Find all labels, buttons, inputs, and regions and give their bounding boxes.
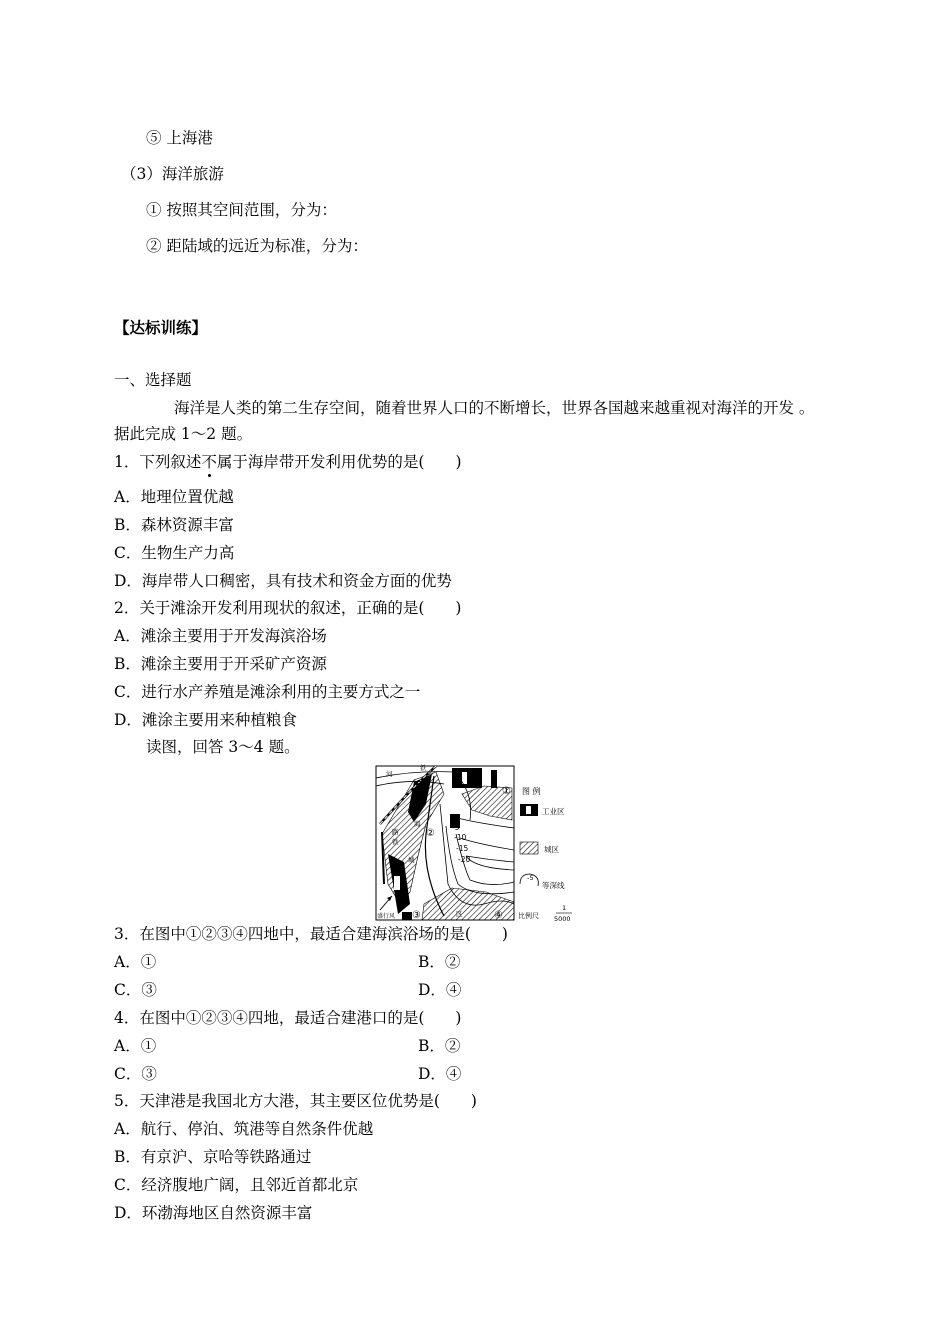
- question-4-option-c: C．③: [114, 1065, 157, 1083]
- question-1-option-c: C．生物生产力高: [114, 544, 235, 562]
- depth-label: -15: [456, 844, 469, 853]
- legend-title: 图 例: [522, 787, 541, 796]
- question-4-option-b: B．②: [418, 1037, 461, 1055]
- question-2-stem: 2．关于滩涂开发利用现状的叙述，正确的是( ): [114, 599, 462, 617]
- question-2-option-d: D．滩涂主要用来种植粮食: [114, 711, 297, 729]
- depth-label: -10: [454, 833, 467, 842]
- legend-isobath-value: -5: [527, 874, 534, 882]
- scale-label: 比例尺: [518, 912, 539, 920]
- question-4-option-d: D．④: [418, 1065, 462, 1083]
- legend-urban-swatch: [520, 842, 538, 854]
- question-3-option-d: D．④: [418, 981, 462, 999]
- question-4-option-a: A．①: [114, 1037, 157, 1055]
- question-5-option-d: D．环渤海地区自然资源丰富: [114, 1204, 313, 1222]
- coastal-map-figure: [374, 764, 586, 926]
- question-5-option-b: B．有京沪、京哈等铁路通过: [114, 1148, 312, 1166]
- question-1-stem: [114, 452, 462, 472]
- part-heading: 一、选择题: [114, 371, 192, 389]
- outline-sub-2: ② 距陆域的远近为标准，分为：: [146, 237, 368, 255]
- scale-denominator: 5000: [554, 915, 571, 923]
- area-label: 海: [414, 820, 421, 828]
- railway-label: 路: [392, 828, 399, 836]
- legend-industrial-label: 工业区: [542, 807, 565, 816]
- question-2-option-a: A．滩涂主要用于开发海滨浴场: [114, 627, 327, 645]
- question-1-option-b: B．森林资源丰富: [114, 516, 234, 534]
- wind-label: 盛行风: [377, 913, 396, 920]
- question-1-option-a: A．地理位置优越: [114, 488, 234, 506]
- question-3-option-a: A．①: [114, 953, 157, 971]
- marker-3: ③: [412, 910, 421, 921]
- depth-label: -20: [458, 855, 471, 864]
- marker-4: ④: [494, 910, 503, 921]
- area-label: 城: [408, 856, 415, 864]
- industrial-block-2: [491, 770, 497, 788]
- question-5-stem: 5．天津港是我国北方大港，其主要区位优势是( ): [114, 1092, 477, 1110]
- question-3-option-b: B．②: [418, 953, 461, 971]
- railway-label: 铁: [420, 764, 427, 772]
- marker-2: ②: [426, 828, 435, 839]
- outline-sub-1: ① 按照其空间范围，分为：: [146, 201, 337, 219]
- question-3-option-c: C．③: [114, 981, 157, 999]
- legend-urban-label: 城区: [544, 845, 559, 854]
- question-4-stem: 4．在图中①②③④四地，最适合建港口的是( ): [114, 1009, 462, 1027]
- marker-1: ①: [502, 786, 511, 797]
- outline-item-5: ⑤ 上海港: [146, 129, 213, 147]
- legend-isobath-label: 等深线: [542, 881, 565, 890]
- intro-line-2: 据此完成 1～2 题。: [114, 425, 253, 443]
- railway-label: 铁: [392, 838, 399, 846]
- question-3-stem: 3．在图中①②③④四地中，最适合建海滨浴场的是( ): [114, 925, 508, 943]
- question-1-stem-post: 属于海岸带开发利用优势的是( ): [216, 453, 462, 471]
- area-label: 区: [456, 910, 463, 918]
- emphasis-char: 不: [201, 453, 217, 471]
- question-1-option-d: D．海岸带人口稠密，具有技术和资金方面的优势: [114, 572, 452, 590]
- question-5-option-c: C．经济腹地广阔，且邻近首都北京: [114, 1176, 359, 1194]
- question-2-option-b: B．滩涂主要用于开采矿产资源: [114, 655, 327, 673]
- scale-numerator: 1: [562, 904, 567, 912]
- training-heading: 【达标训练】: [114, 319, 208, 337]
- map-intro: 读图，回答 3～4 题。: [146, 738, 300, 756]
- intro-line-1: 海洋是人类的第二生存空间，随着世界人口的不断增长，世界各国越来越重视对海洋的开发 。: [174, 399, 815, 417]
- industrial-block-5: [402, 912, 412, 920]
- river-label: 河: [386, 770, 393, 778]
- question-2-option-c: C．进行水产养殖是滩涂利用的主要方式之一: [114, 683, 421, 701]
- section-heading-3: （3）海洋旅游: [121, 165, 224, 183]
- depth-label: -5: [452, 823, 460, 832]
- question-1-stem-pre: 1．下列叙述: [114, 453, 202, 471]
- question-5-option-a: A．航行、停泊、筑港等自然条件优越: [114, 1120, 374, 1138]
